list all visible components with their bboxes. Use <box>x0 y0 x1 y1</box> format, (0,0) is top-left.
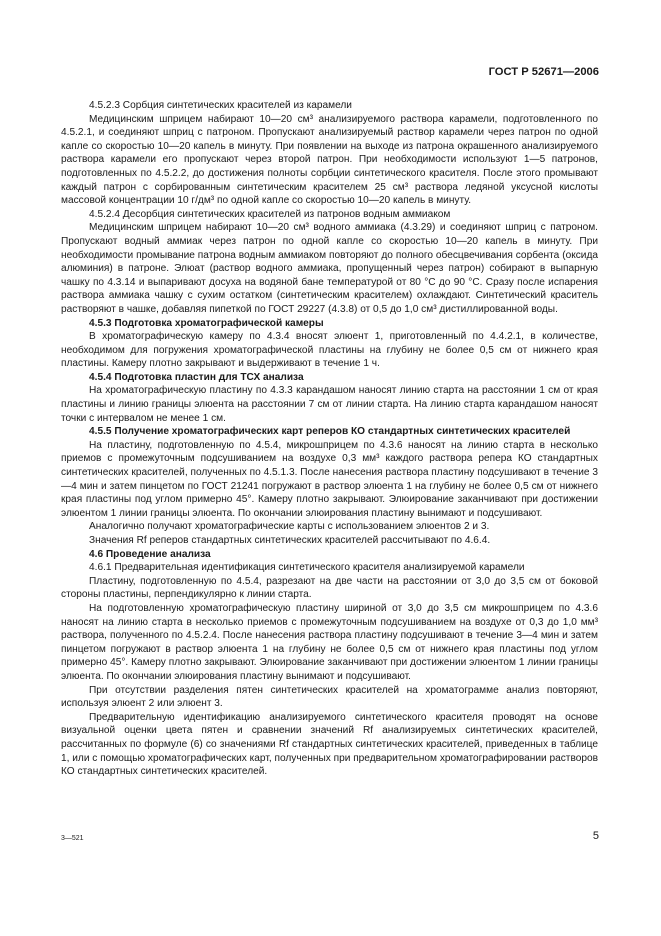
body-paragraph: Медицинским шприцем набирают 10—20 см³ водного аммиака (4.3.29) и соединяют шприц с патроном. Пропускают водный аммиак через патрон по одной капле со скоростью 10—20 капель в минуту. При необходимости промывание патрона водным аммиаком повторяют до полного обесцвечивания сорбента (оксида алюминия) в патроне. Элюат (раствор водного аммиака, пропущенный через патрон) собирают в выпарную чашку по 4.3.14 и выпаривают досуха на водяной бане температурой от 80 °С до 90 °С. Сразу после испарения раствора аммиака чашку с сухим остатком (синтетическим красителем) охлаждают. Синтетический краситель растворяют в чашке, добавляя пипеткой по ГОСТ 29227 (4.3.8) от 0,5 до 1,0 см³ дистиллированной воды. <box>61 222 598 315</box>
document-body <box>61 99 598 779</box>
section-heading: 4.5.5 Получение хроматографических карт реперов КО стандартных синтетических красителей <box>89 426 571 438</box>
body-paragraph: На пластину, подготовленную по 4.5.4, микрошприцем по 4.3.6 наносят на линию старта в несколько приемов с промежуточным подсушиванием на воздухе 0,3 мм³ каждого раствора репера КО стандартных синтетических красителей, полученных по 4.5.1.3. После нанесения раствора пластину подсушивают в течение 3—4 мин и затем пинцетом по ГОСТ 21241 погружают в раствор элюента 1 на глубину не более 0,5 см от нижнего края пластины под углом примерно 45°. Камеру плотно закрывают. Элюирование заканчивают при достижении элюентом 1 линии границы элюента. По окончании элюирования пластину вынимают и подсушивают. <box>61 439 598 519</box>
section-heading: 4.6 Проведение анализа <box>89 548 211 560</box>
body-paragraph: На подготовленную хроматографическую пластину шириной от 3,0 до 3,5 см микрошприцем по 4.3.6 наносят на линию старта в несколько приемов с промежуточным подсушиванием на воздухе от 0,3 до 1,0 мм³ раствора, полученного по 4.5.2.4. После нанесения раствора пластину подсушивают в течение 3—4 мин и затем пинцетом погружают в раствор элюента 1 на глубину не более 0,5 см от нижнего края пластины под углом примерно 45°. Камеру плотно закрывают. Элюирование заканчивают при достижении элюентом 1 линии границы элюента. По окончании элюирования пластину вынимают и подсушивают. <box>61 602 598 682</box>
document-header: ГОСТ Р 52671—2006 <box>488 66 599 78</box>
section-heading: 4.5.2.3 Сорбция синтетических красителей из карамели <box>89 100 352 111</box>
body-paragraph: Пластину, подготовленную по 4.5.4, разрезают на две части на расстоянии от 3,0 до 3,5 см от боковой стороны пластины, перпендикулярно к линии старта. <box>61 575 598 601</box>
section-heading: 4.5.4 Подготовка пластин для ТСХ анализа <box>89 371 304 383</box>
body-paragraph: Предварительную идентификацию анализируемого синтетического красителя проводят на основе визуальной оценки цвета пятен и сравнении значений Rf анализируемых синтетических красителей, рассчитанных по формуле (6) со значениями Rf стандартных синтетических красителей, приведенных в таблице 1, или с помощью хроматографических карт, полученных при предварительном хроматографировании растворов КО стандартных синтетических красителей. <box>61 711 598 778</box>
body-paragraph: Медицинским шприцем набирают 10—20 см³ анализируемого раствора карамели, подготовленного по 4.5.2.1, и соединяют шприц с патроном. Пропускают анализируемый раствор карамели через патрон по одной капле со скоростью 10—20 капель в минуту. При появлении на выходе из патрона окрашенного анализируемого раствора карамели его пропускают через второй патрон. При необходимости используют 1—5 патронов, подготовленных по 4.5.2.2, до достижения полноты сорбции синтетического красителя. После этого промывают каждый патрон с сорбированным синтетическим красителем 25 см³ раствора ледяной уксусной кислоты массовой концентрации 10 г/дм³ по одной капле со скоростью 10—20 капель в минуту. <box>61 113 598 207</box>
section-heading: 4.5.3 Подготовка хроматографической камеры <box>89 317 324 329</box>
body-paragraph: Значения Rf реперов стандартных синтетических красителей рассчитывают по 4.6.4. <box>89 535 491 546</box>
body-paragraph: При отсутствии разделения пятен синтетических красителей на хроматограмме анализ повторяют, используя элюент 2 или элюент 3. <box>61 684 598 710</box>
section-heading: 4.5.2.4 Десорбция синтетических красителей из патронов водным аммиаком <box>89 208 451 220</box>
section-heading: 4.6.1 Предварительная идентификация синтетического красителя анализируемой карамели <box>89 562 525 574</box>
body-paragraph: На хроматографическую пластину по 4.3.3 карандашом наносят линию старта на расстоянии 1 см от края пластины и линию границы элюента на расстоянии 7 см от линии старта. На линию старта карандашом наносят точки с интервалом не менее 1 см. <box>61 385 598 424</box>
body-paragraph: В хроматографическую камеру по 4.3.4 вносят элюент 1, приготовленный по 4.4.2.1, в количестве, необходимом для погружения хроматографической пластины на глубину не более 0,5 см от нижнего края пластины. Камеру плотно закрывают и выдерживают в течение 1 ч. <box>61 331 598 370</box>
body-paragraph: Аналогично получают хроматографические карты с использованием элюентов 2 и 3. <box>89 521 490 533</box>
footer-code: 3—521 <box>61 835 84 842</box>
page-number: 5 <box>592 830 599 842</box>
